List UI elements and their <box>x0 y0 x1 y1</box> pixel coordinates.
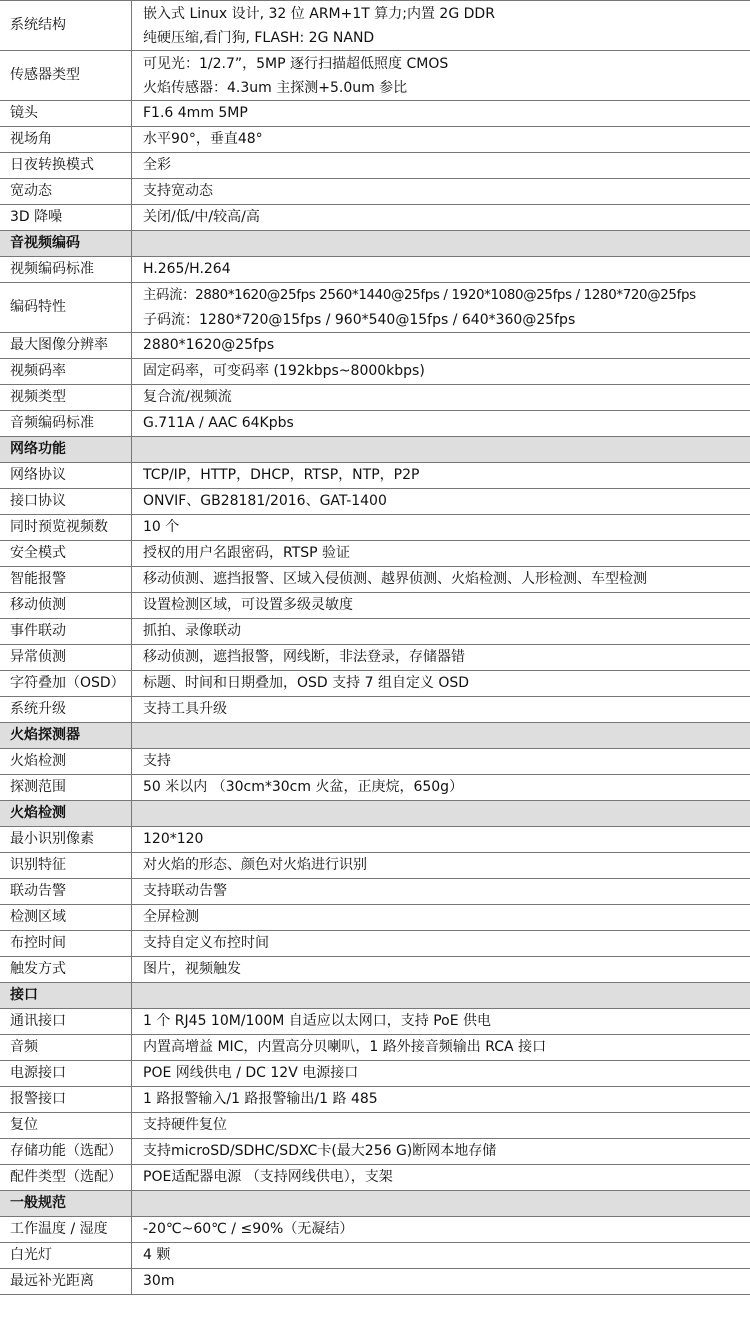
spec-label: 音频 <box>0 1035 132 1061</box>
spec-value-line: G.711A / AAC 64Kpbs <box>143 415 294 431</box>
spec-value-line: 设置检测区域，可设置多级灵敏度 <box>143 597 353 613</box>
spec-label: 网络协议 <box>0 463 132 489</box>
spec-value <box>132 515 750 541</box>
spec-label: 配件类型（选配） <box>0 1165 132 1191</box>
spec-label: 日夜转换模式 <box>0 153 132 179</box>
spec-value <box>132 827 750 853</box>
spec-row <box>0 463 750 489</box>
section-title: 音视频编码 <box>0 231 132 257</box>
spec-value-line: 120*120 <box>143 831 204 847</box>
spec-value-line: H.265/H.264 <box>143 261 231 277</box>
spec-value <box>132 593 750 619</box>
spec-row <box>0 1113 750 1139</box>
spec-value-line: 固定码率，可变码率 (192kbps~8000kbps) <box>143 363 425 379</box>
spec-value-line: 50 米以内 （30cm*30cm 火盆，正庚烷，650g） <box>143 779 464 795</box>
section-header <box>0 1191 750 1217</box>
spec-row <box>0 489 750 515</box>
spec-value <box>132 931 750 957</box>
spec-row <box>0 957 750 983</box>
spec-label: 联动告警 <box>0 879 132 905</box>
spec-value <box>132 179 750 205</box>
spec-label: 智能报警 <box>0 567 132 593</box>
spec-row <box>0 257 750 283</box>
spec-value <box>132 853 750 879</box>
spec-label: 触发方式 <box>0 957 132 983</box>
spec-value-line: POE适配器电源 （支持网线供电），支架 <box>143 1169 393 1185</box>
spec-value-line: 主码流：2880*1620@25fps 2560*1440@25fps / 1920*1080@25fps / 1280*720@25fps <box>143 287 696 303</box>
spec-value-line: 可见光：1/2.7”，5MP 逐行扫描超低照度 CMOS <box>143 55 449 72</box>
spec-value <box>132 567 750 593</box>
spec-row <box>0 619 750 645</box>
spec-label: 最远补光距离 <box>0 1269 132 1295</box>
section-title-filler <box>132 231 750 257</box>
spec-label: 最小识别像素 <box>0 827 132 853</box>
spec-row <box>0 153 750 179</box>
spec-label: 工作温度 / 湿度 <box>0 1217 132 1243</box>
spec-label: 传感器类型 <box>0 51 132 101</box>
spec-value <box>132 489 750 515</box>
spec-row <box>0 1139 750 1165</box>
spec-label: 识别特征 <box>0 853 132 879</box>
spec-row <box>0 1035 750 1061</box>
spec-value <box>132 1 750 51</box>
spec-value-line: 抓拍、录像联动 <box>143 623 241 639</box>
spec-value <box>132 1139 750 1165</box>
spec-row <box>0 749 750 775</box>
spec-label: 宽动态 <box>0 179 132 205</box>
spec-value-line: 火焰传感器：4.3um 主探测+5.0um 参比 <box>143 79 408 96</box>
section-title: 接口 <box>0 983 132 1009</box>
spec-row <box>0 359 750 385</box>
spec-row <box>0 593 750 619</box>
spec-value-line: 支持硬件复位 <box>143 1117 227 1133</box>
spec-row <box>0 333 750 359</box>
spec-value-line: 关闭/低/中/较高/高 <box>143 209 260 225</box>
spec-value-line: 内置高增益 MIC，内置高分贝喇叭，1 路外接音频输出 RCA 接口 <box>143 1039 547 1055</box>
spec-value <box>132 1165 750 1191</box>
spec-value-line: 嵌入式 Linux 设计, 32 位 ARM+1T 算力;内置 2G DDR <box>143 5 495 22</box>
spec-value <box>132 101 750 127</box>
section-header <box>0 723 750 749</box>
spec-row <box>0 775 750 801</box>
spec-label: 火焰检测 <box>0 749 132 775</box>
spec-value <box>132 775 750 801</box>
spec-label: 存储功能（选配） <box>0 1139 132 1165</box>
spec-row <box>0 1061 750 1087</box>
spec-label: 视频码率 <box>0 359 132 385</box>
spec-value-line: ONVIF、GB28181/2016、GAT-1400 <box>143 493 387 509</box>
spec-row <box>0 51 750 101</box>
spec-row <box>0 1269 750 1295</box>
spec-value-line: 授权的用户名跟密码，RTSP 验证 <box>143 545 351 561</box>
spec-value <box>132 1061 750 1087</box>
spec-row <box>0 1087 750 1113</box>
section-title: 火焰检测 <box>0 801 132 827</box>
spec-value-line: 支持宽动态 <box>143 183 213 199</box>
spec-label: 复位 <box>0 1113 132 1139</box>
spec-value-line: 图片，视频触发 <box>143 961 241 977</box>
spec-label: 探测范围 <box>0 775 132 801</box>
spec-value <box>132 283 750 333</box>
spec-label: 报警接口 <box>0 1087 132 1113</box>
spec-value <box>132 957 750 983</box>
spec-value-line: 纯硬压缩,看门狗, FLASH: 2G NAND <box>143 29 375 46</box>
spec-value <box>132 645 750 671</box>
section-header <box>0 983 750 1009</box>
spec-value-line: 复合流/视频流 <box>143 389 232 405</box>
spec-value <box>132 411 750 437</box>
spec-value-line: 支持自定义布控时间 <box>143 935 269 951</box>
spec-value <box>132 1243 750 1269</box>
spec-value <box>132 697 750 723</box>
spec-label: 系统升级 <box>0 697 132 723</box>
spec-value <box>132 385 750 411</box>
spec-value-line: 30m <box>143 1273 175 1289</box>
spec-value-line: F1.6 4mm 5MP <box>143 105 248 121</box>
spec-row <box>0 905 750 931</box>
spec-row <box>0 1217 750 1243</box>
section-title: 火焰探测器 <box>0 723 132 749</box>
spec-value-line: POE 网线供电 / DC 12V 电源接口 <box>143 1065 359 1081</box>
spec-value <box>132 127 750 153</box>
spec-label: 通讯接口 <box>0 1009 132 1035</box>
spec-value <box>132 51 750 101</box>
spec-value <box>132 1035 750 1061</box>
section-header <box>0 801 750 827</box>
spec-value-line: 1 路报警输入/1 路报警输出/1 路 485 <box>143 1091 378 1107</box>
spec-value-line: 对火焰的形态、颜色对火焰进行识别 <box>143 857 367 873</box>
spec-label: 接口协议 <box>0 489 132 515</box>
spec-value <box>132 153 750 179</box>
spec-value <box>132 1113 750 1139</box>
spec-label: 移动侦测 <box>0 593 132 619</box>
spec-label: 检测区域 <box>0 905 132 931</box>
spec-label: 电源接口 <box>0 1061 132 1087</box>
spec-value-line: 全屏检测 <box>143 909 199 925</box>
spec-value <box>132 671 750 697</box>
spec-value-line: 支持联动告警 <box>143 883 227 899</box>
section-title: 一般规范 <box>0 1191 132 1217</box>
spec-value <box>132 541 750 567</box>
spec-row <box>0 645 750 671</box>
spec-label: 白光灯 <box>0 1243 132 1269</box>
spec-row <box>0 697 750 723</box>
spec-label: 编码特性 <box>0 283 132 333</box>
spec-value-line: 支持microSD/SDHC/SDXC卡(最大256 G)断网本地存储 <box>143 1143 497 1159</box>
spec-value <box>132 749 750 775</box>
section-header <box>0 437 750 463</box>
spec-value <box>132 1009 750 1035</box>
spec-value <box>132 1217 750 1243</box>
spec-row <box>0 931 750 957</box>
spec-label: 系统结构 <box>0 1 132 51</box>
spec-row <box>0 205 750 231</box>
spec-value-line: 标题、时间和日期叠加，OSD 支持 7 组自定义 OSD <box>143 675 470 691</box>
spec-row <box>0 283 750 333</box>
spec-label: 布控时间 <box>0 931 132 957</box>
spec-value <box>132 463 750 489</box>
spec-row <box>0 827 750 853</box>
spec-row <box>0 541 750 567</box>
spec-value <box>132 359 750 385</box>
spec-row <box>0 671 750 697</box>
spec-label: 最大图像分辨率 <box>0 333 132 359</box>
spec-row <box>0 515 750 541</box>
spec-row <box>0 1243 750 1269</box>
section-header <box>0 231 750 257</box>
spec-label: 3D 降噪 <box>0 205 132 231</box>
spec-row <box>0 1 750 51</box>
spec-value <box>132 1087 750 1113</box>
spec-label: 同时预览视频数 <box>0 515 132 541</box>
spec-value <box>132 205 750 231</box>
spec-value <box>132 1269 750 1295</box>
spec-label: 镜头 <box>0 101 132 127</box>
spec-value-line: 支持工具升级 <box>143 701 227 717</box>
spec-value <box>132 619 750 645</box>
spec-label: 视频编码标准 <box>0 257 132 283</box>
spec-row <box>0 853 750 879</box>
spec-row <box>0 1009 750 1035</box>
section-title-filler <box>132 801 750 827</box>
spec-row <box>0 879 750 905</box>
spec-label: 安全模式 <box>0 541 132 567</box>
spec-row <box>0 179 750 205</box>
section-title-filler <box>132 1191 750 1217</box>
spec-value-line: 支持 <box>143 753 171 769</box>
spec-value-line: -20℃~60℃ / ≤90%（无凝结） <box>143 1221 354 1237</box>
spec-label: 视场角 <box>0 127 132 153</box>
spec-row <box>0 385 750 411</box>
spec-value-line: 10 个 <box>143 519 180 535</box>
spec-value-line: 2880*1620@25fps <box>143 337 275 353</box>
spec-row <box>0 127 750 153</box>
section-title-filler <box>132 723 750 749</box>
spec-value-line: 移动侦测，遮挡报警，网线断，非法登录，存储器错 <box>143 649 465 665</box>
spec-value <box>132 879 750 905</box>
spec-table-body <box>0 1 750 1295</box>
spec-label: 视频类型 <box>0 385 132 411</box>
spec-label: 异常侦测 <box>0 645 132 671</box>
section-title-filler <box>132 983 750 1009</box>
spec-value-line: 移动侦测、遮挡报警、区域入侵侦测、越界侦测、火焰检测、人形检测、车型检测 <box>143 571 647 587</box>
section-title-filler <box>132 437 750 463</box>
spec-label: 音频编码标准 <box>0 411 132 437</box>
spec-label: 字符叠加（OSD） <box>0 671 132 697</box>
spec-row <box>0 101 750 127</box>
spec-value-line: 4 颗 <box>143 1247 171 1263</box>
spec-value-line: 子码流：1280*720@15fps / 960*540@15fps / 640*360@25fps <box>143 311 576 328</box>
spec-label: 事件联动 <box>0 619 132 645</box>
spec-row <box>0 567 750 593</box>
spec-value-line: 1 个 RJ45 10M/100M 自适应以太网口，支持 PoE 供电 <box>143 1013 492 1029</box>
spec-value-line: 全彩 <box>143 157 171 173</box>
spec-row <box>0 411 750 437</box>
spec-value <box>132 257 750 283</box>
spec-value-line: TCP/IP，HTTP，DHCP，RTSP，NTP，P2P <box>143 467 420 483</box>
spec-row <box>0 1165 750 1191</box>
section-title: 网络功能 <box>0 437 132 463</box>
spec-value <box>132 905 750 931</box>
spec-value-line: 水平90°，垂直48° <box>143 131 263 147</box>
spec-value <box>132 333 750 359</box>
